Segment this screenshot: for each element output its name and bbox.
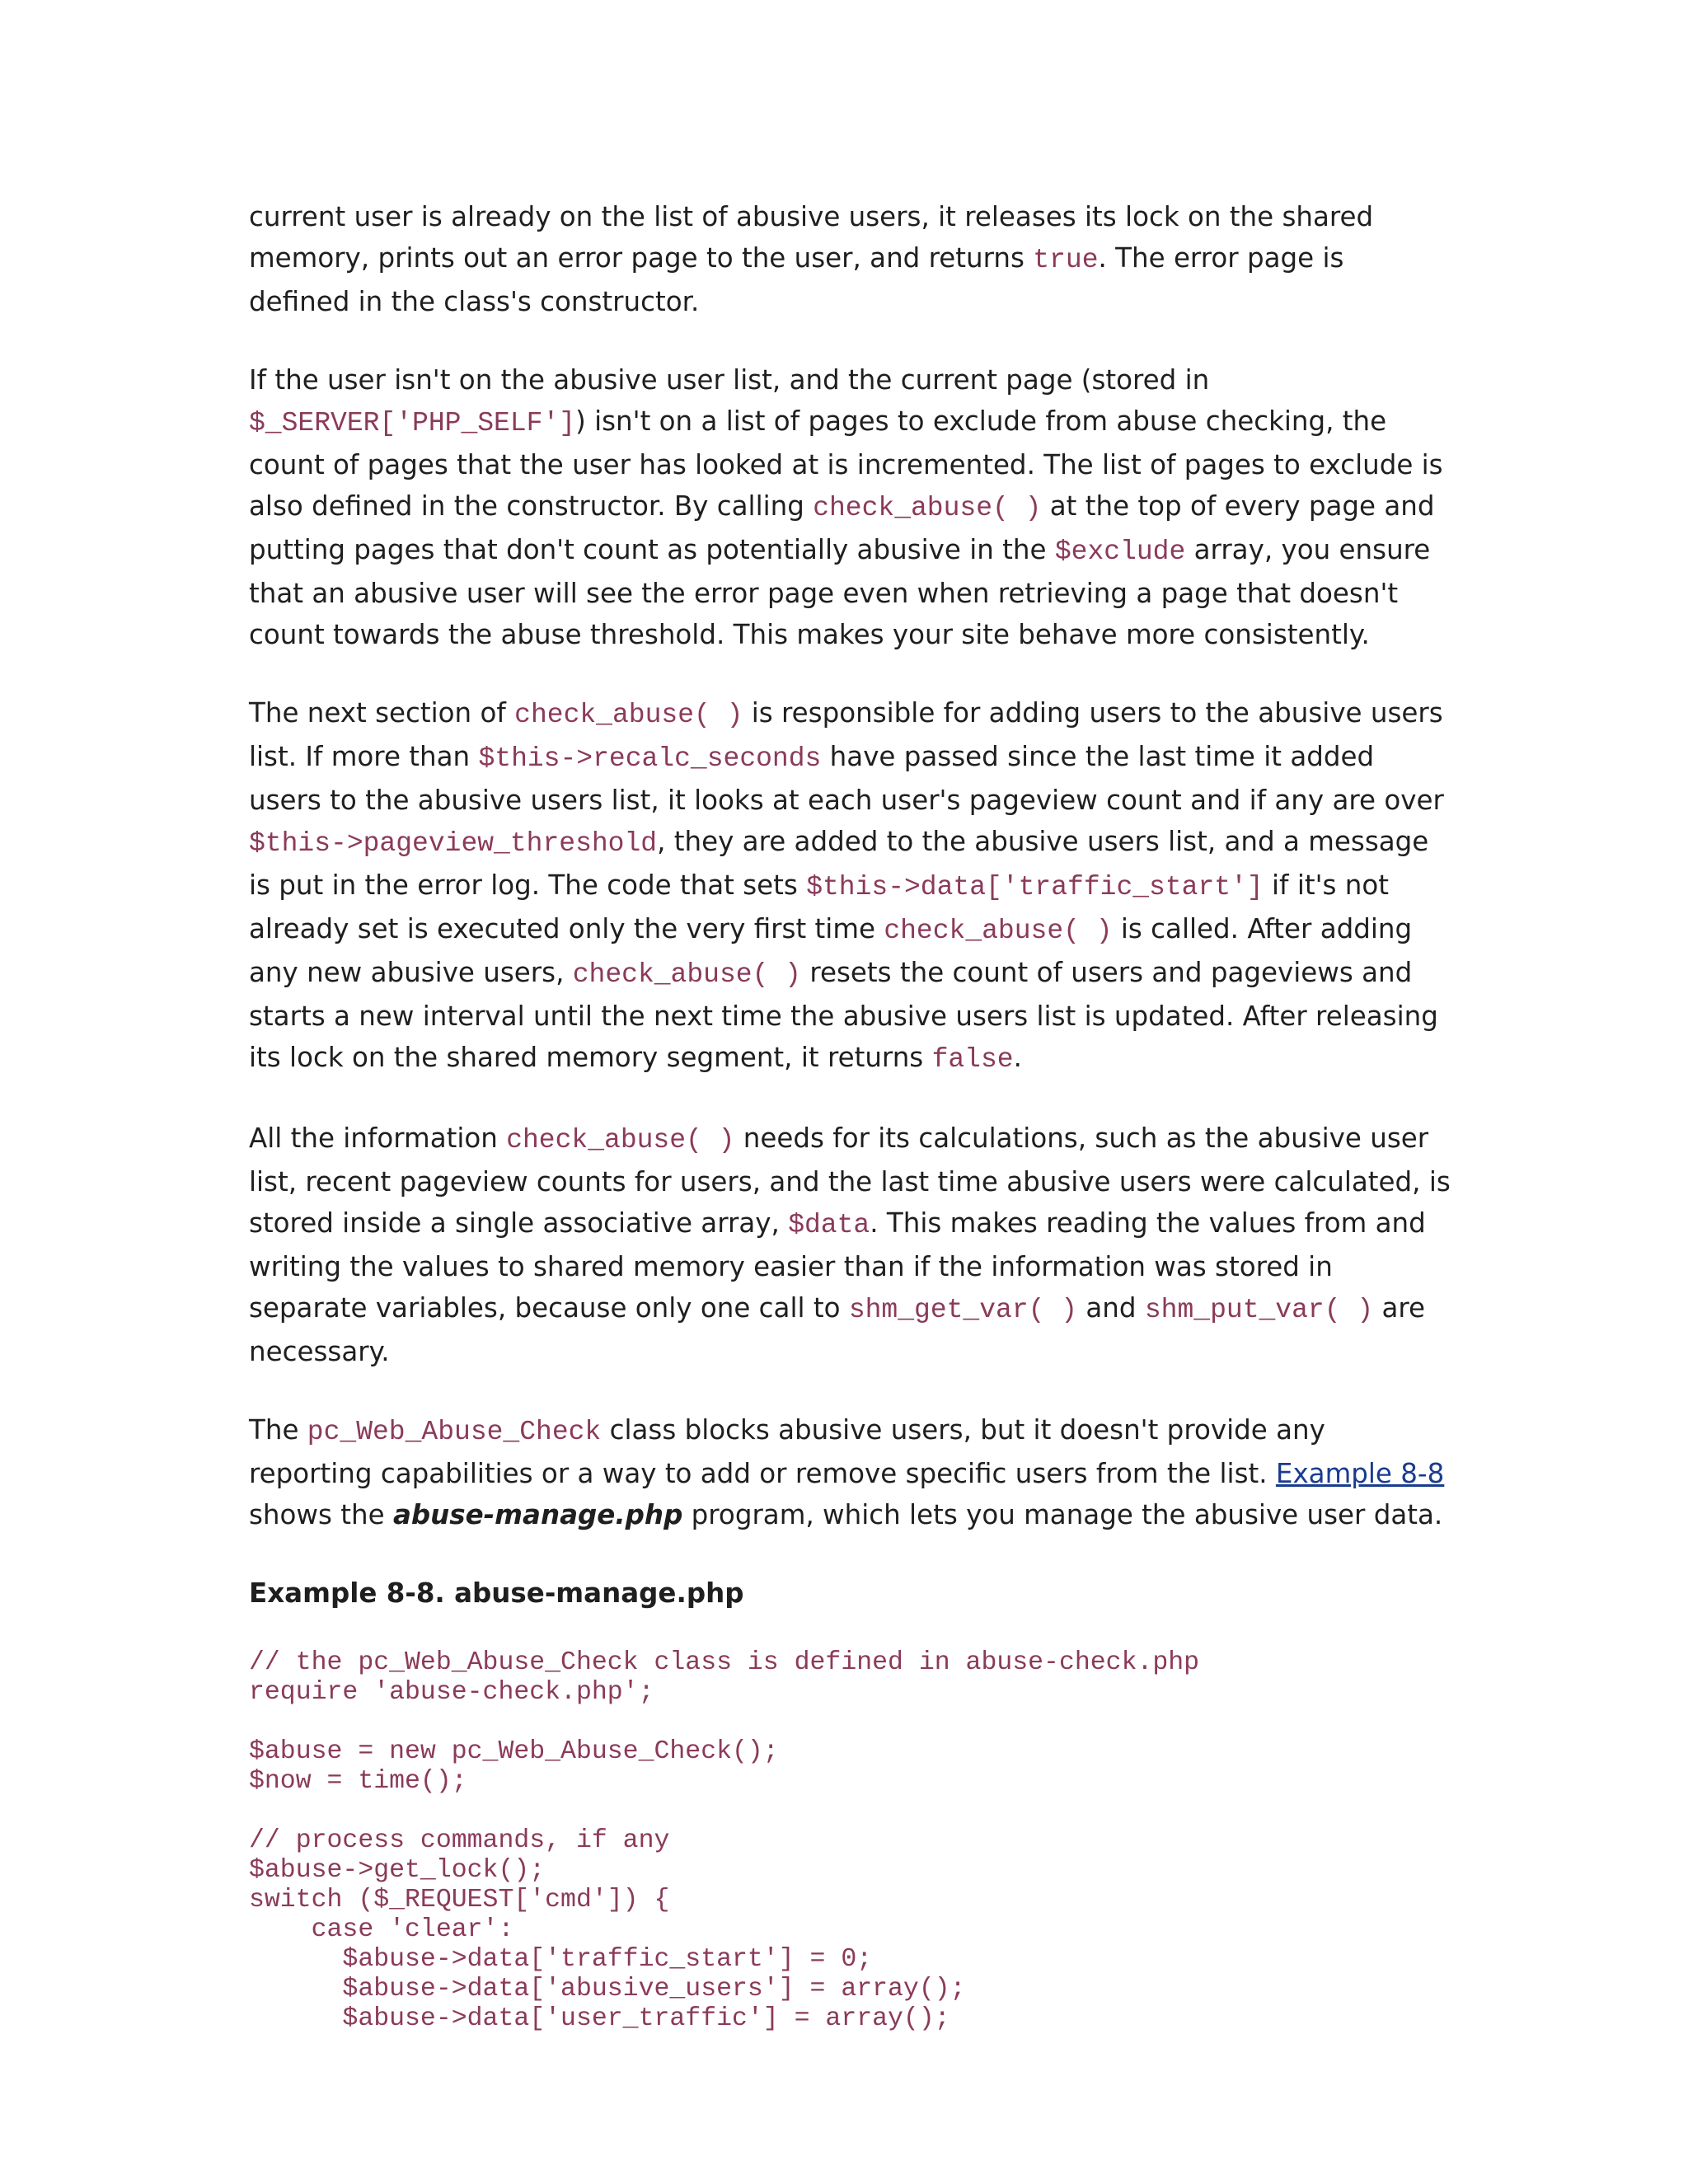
code-line: $now = time(); xyxy=(249,1767,467,1796)
text: and xyxy=(1077,1292,1145,1324)
paragraph-class-overview xyxy=(249,1409,1452,1535)
code-line: $abuse = new pc_Web_Abuse_Check(); xyxy=(249,1737,779,1766)
text: needs for its calculations, such as the abusive user list, recent pageview counts for users, and the last time abusive users were calculated, is stored inside a single associative array, xyxy=(249,1122,1451,1239)
code-line: $abuse->get_lock(); xyxy=(249,1856,546,1885)
text: at the top of every page and putting pages that don't count as potentially abusive in the xyxy=(249,490,1435,565)
inline-code: $data xyxy=(788,1210,870,1240)
text: . The error page is defined in the class's constructor. xyxy=(249,242,1344,317)
paragraph-lock-release xyxy=(249,196,1452,322)
text: class blocks abusive users, but it doesn't provide any reporting capabilities or a way to add or remove specific users from the list. xyxy=(249,1414,1325,1489)
text: is responsible for adding users to the abusive users list. If more than xyxy=(249,697,1443,772)
filename-emphasis: abuse-manage.php xyxy=(392,1499,683,1530)
paragraph-adding-abusive-users xyxy=(249,692,1452,1080)
text: . xyxy=(1013,1042,1022,1073)
inline-code: check_abuse( ) xyxy=(813,493,1042,523)
paragraph-data-array xyxy=(249,1118,1452,1372)
code-line xyxy=(249,1708,1452,1737)
example-8-8-link[interactable]: Example 8-8 xyxy=(1275,1458,1445,1489)
text: if it's not already set is executed only the very first time xyxy=(249,869,1390,944)
code-line: $abuse->data['traffic_start'] = 0; xyxy=(249,1945,873,1974)
inline-code: $_SERVER['PHP_SELF'] xyxy=(249,408,576,438)
text: The next section of xyxy=(249,697,515,729)
text: All the information xyxy=(249,1122,507,1154)
inline-code: $this->pageview_threshold xyxy=(249,828,658,859)
paragraph-exclude-pages xyxy=(249,359,1452,655)
inline-code: false xyxy=(931,1044,1014,1075)
text: shows the xyxy=(249,1499,393,1530)
inline-code: $exclude xyxy=(1054,537,1186,567)
code-line: switch ($_REQUEST['cmd']) { xyxy=(249,1886,670,1915)
example-title: Example 8-8. abuse-manage.php xyxy=(249,1577,744,1609)
inline-code: pc_Web_Abuse_Check xyxy=(307,1417,602,1447)
inline-code: shm_put_var( ) xyxy=(1144,1295,1374,1325)
text: The xyxy=(249,1414,307,1446)
inline-code: $this->recalc_seconds xyxy=(478,743,822,774)
code-line: // process commands, if any xyxy=(249,1826,670,1855)
text: current user is already on the list of abusive users, it releases its lock on the shared memory, prints out an error page to the user, and returns xyxy=(249,201,1374,274)
text: . This makes reading the values from and writing the values to shared memory easier than if the information was stored in separate variables, because only one call to xyxy=(249,1207,1426,1324)
code-line: require 'abuse-check.php'; xyxy=(249,1678,654,1707)
text: is called. After adding any new abusive users, xyxy=(249,913,1413,988)
text: ) isn't on a list of pages to exclude from abuse checking, the count of pages that the user has looked at is incremented. The list of pages to exclude is also defined in the constructor. By calling xyxy=(249,405,1443,522)
inline-code: check_abuse( ) xyxy=(514,700,743,730)
inline-code: check_abuse( ) xyxy=(884,916,1113,946)
code-line: case 'clear': xyxy=(249,1915,514,1944)
text: If the user isn't on the abusive user list, and the current page (stored in xyxy=(249,364,1210,396)
code-line: $abuse->data['user_traffic'] = array(); xyxy=(249,2004,950,2033)
text: are necessary. xyxy=(249,1292,1426,1367)
inline-code: check_abuse( ) xyxy=(572,959,801,990)
code-line: $abuse->data['abusive_users'] = array(); xyxy=(249,1975,966,2004)
code-line xyxy=(249,1797,1452,1826)
text: resets the count of users and pageviews and starts a new interval until the next time the abusive users list is updated. After releasing its lock on the shared memory segment, it returns xyxy=(249,957,1438,1073)
inline-code: shm_get_var( ) xyxy=(848,1295,1078,1325)
code-listing xyxy=(249,1648,1452,2034)
inline-code: $this->data['traffic_start'] xyxy=(806,872,1264,902)
inline-code: true xyxy=(1033,245,1099,275)
text: have passed since the last time it added users to the abusive users list, it looks at each user's pageview count and if any are over xyxy=(249,741,1444,816)
document-page xyxy=(249,196,1452,2034)
text: , they are added to the abusive users list, and a message is put in the error log. The code that sets xyxy=(249,826,1429,901)
inline-code: check_abuse( ) xyxy=(506,1125,735,1155)
text: program, which lets you manage the abusive user data. xyxy=(682,1499,1443,1530)
code-line: // the pc_Web_Abuse_Check class is defined in abuse-check.php xyxy=(249,1648,1200,1677)
text: array, you ensure that an abusive user will see the error page even when retrieving a page that doesn't count towards the abuse threshold. This makes your site behave more consistently. xyxy=(249,534,1431,650)
